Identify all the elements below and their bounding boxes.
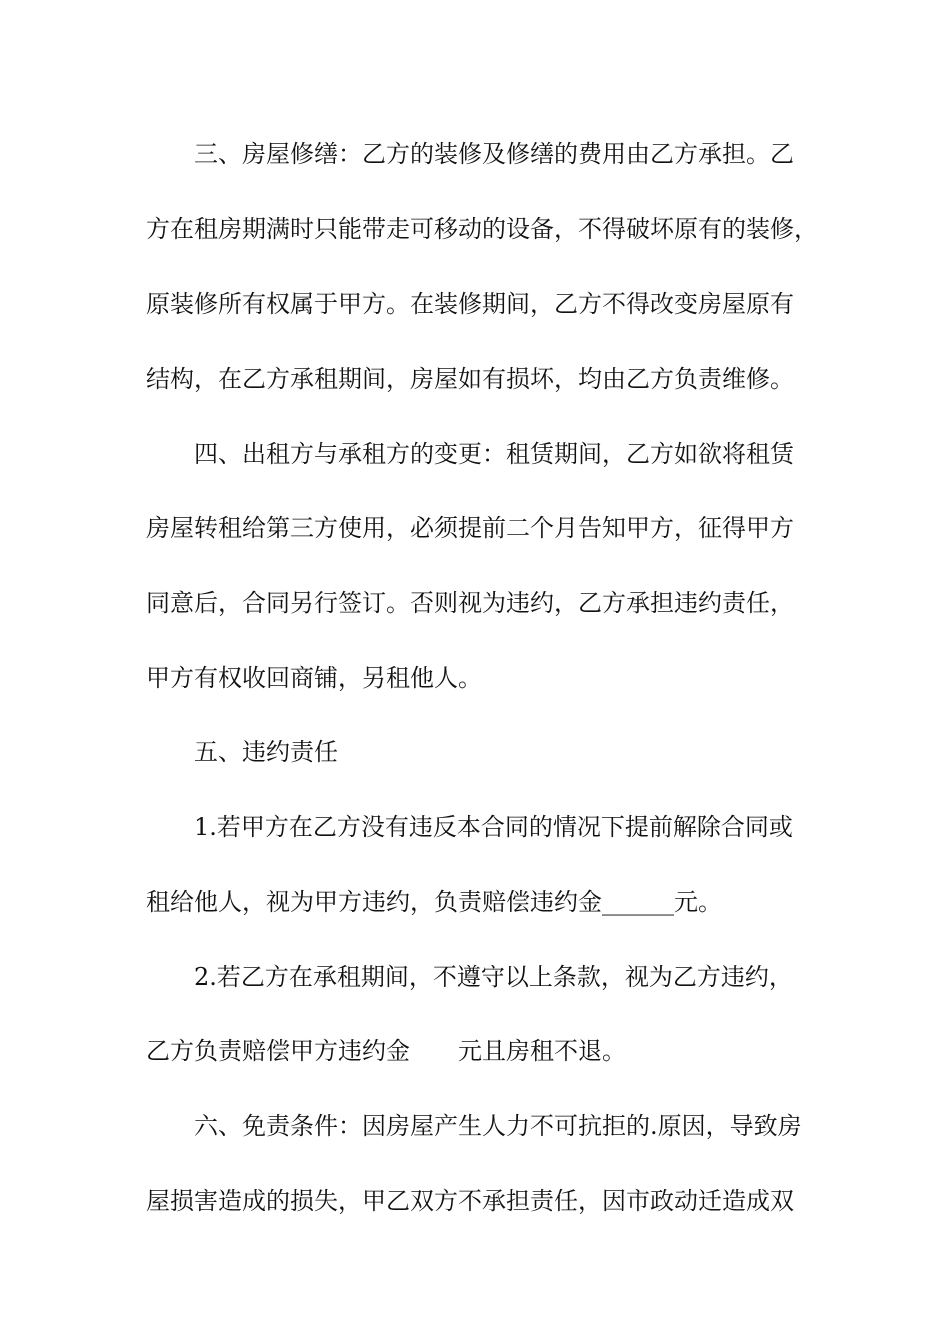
text-line: 1.若甲方在乙方没有违反本合同的情况下提前解除合同或 bbox=[194, 813, 793, 841]
text-line: 结构，在乙方承租期间，房屋如有损坏，均由乙方负责维修。 bbox=[146, 365, 794, 393]
text-line: 2.若乙方在承租期间，不遵守以上条款，视为乙方违约， bbox=[194, 963, 793, 991]
text-line: 六、免责条件：因房屋产生人力不可抗拒的.原因，导致房 bbox=[194, 1112, 802, 1140]
text-line: 房屋转租给第三方使用，必须提前二个月告知甲方，征得甲方 bbox=[146, 514, 794, 542]
text-line: 甲方有权收回商铺，另租他人。 bbox=[146, 664, 482, 692]
text-line: 原装修所有权属于甲方。在装修期间，乙方不得改变房屋原有 bbox=[146, 290, 794, 318]
text-line: 同意后，合同另行签订。否则视为违约，乙方承担违约责任， bbox=[146, 589, 794, 617]
text-line: 四、出租方与承租方的变更：租赁期间，乙方如欲将租赁 bbox=[194, 440, 794, 468]
text-line: 方在租房期满时只能带走可移动的设备，不得破坏原有的装修， bbox=[146, 215, 818, 243]
text-line: 三、房屋修缮：乙方的装修及修缮的费用由乙方承担。乙 bbox=[194, 140, 794, 168]
text-line: 乙方负责赔偿甲方违约金 元且房租不退。 bbox=[146, 1037, 626, 1065]
section-heading: 五、违约责任 bbox=[194, 738, 338, 766]
text-line: 屋损害造成的损失，甲乙双方不承担责任，因市政动迁造成双 bbox=[146, 1187, 794, 1215]
text-line: 租给他人，视为甲方违约，负责赔偿违约金______元。 bbox=[146, 888, 722, 916]
